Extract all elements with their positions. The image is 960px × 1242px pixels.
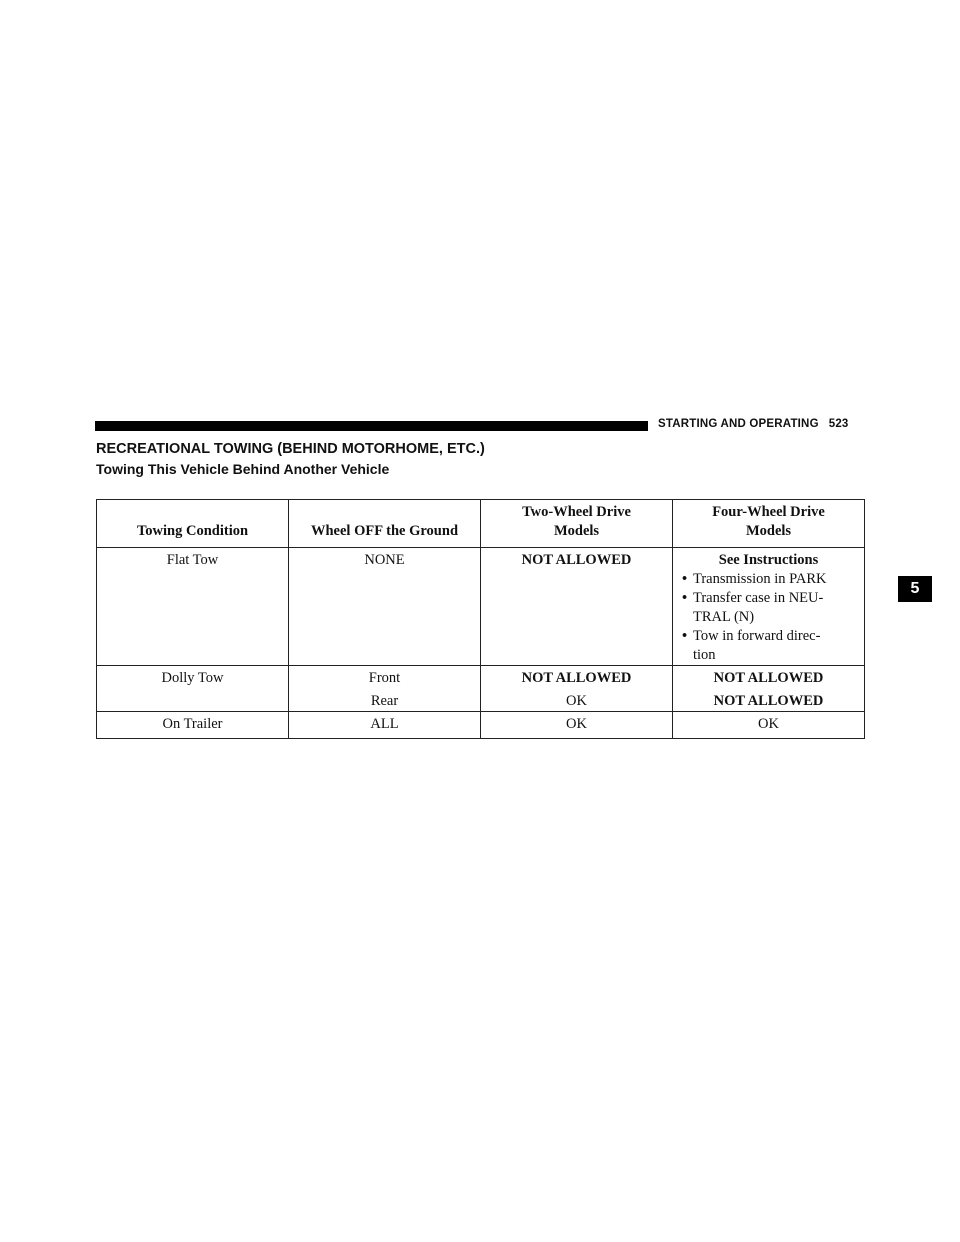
cell-flat-tow: Flat Tow — [97, 548, 289, 666]
section-title: STARTING AND OPERATING — [658, 418, 819, 430]
header-wheel-off: Wheel OFF the Ground — [289, 500, 481, 548]
instruction-list — [679, 570, 858, 665]
page-number: 523 — [828, 418, 849, 430]
header-four-wheel-drive: Four-Wheel Drive Models — [673, 500, 865, 548]
cell-dolly-rear-2wd: OK — [481, 688, 673, 712]
cell-flat-tow-4wd — [673, 548, 865, 666]
list-item: • Tow in forward direc- tion — [682, 628, 821, 663]
list-item: • Transmission in PARK — [682, 571, 827, 587]
cell-dolly-front-4wd: NOT ALLOWED — [673, 666, 865, 689]
bullet-icon: • — [682, 590, 688, 606]
cell-dolly-front-2wd: NOT ALLOWED — [481, 666, 673, 689]
header-rule — [95, 421, 648, 431]
running-header — [658, 418, 849, 430]
header-two-wheel-drive: Two-Wheel Drive Models — [481, 500, 673, 548]
bullet-icon: • — [682, 571, 688, 587]
cell-flat-tow-2wd: NOT ALLOWED — [481, 548, 673, 666]
list-item: • Transfer case in NEU- TRAL (N) — [682, 590, 824, 625]
chapter-tab: 5 — [898, 576, 932, 602]
cell-dolly-front-wheel: Front — [289, 666, 481, 689]
cell-dolly-rear-4wd: NOT ALLOWED — [673, 688, 865, 712]
header-towing-condition: Towing Condition — [97, 500, 289, 548]
table-row — [97, 666, 865, 689]
cell-on-trailer-4wd: OK — [673, 712, 865, 739]
cell-dolly-tow: Dolly Tow — [97, 666, 289, 712]
cell-dolly-rear-wheel: Rear — [289, 688, 481, 712]
table-row — [97, 548, 865, 666]
cell-on-trailer-wheel: ALL — [289, 712, 481, 739]
see-instructions-label: See Instructions — [718, 552, 819, 568]
table-header-row — [97, 500, 865, 548]
cell-flat-tow-wheel: NONE — [289, 548, 481, 666]
towing-table — [96, 499, 865, 739]
cell-on-trailer-2wd: OK — [481, 712, 673, 739]
page-subtitle: Towing This Vehicle Behind Another Vehicle — [96, 461, 390, 477]
cell-on-trailer: On Trailer — [97, 712, 289, 739]
table-row — [97, 712, 865, 739]
page-title: RECREATIONAL TOWING (BEHIND MOTORHOME, ETC.) — [96, 441, 485, 457]
bullet-icon: • — [682, 628, 688, 644]
